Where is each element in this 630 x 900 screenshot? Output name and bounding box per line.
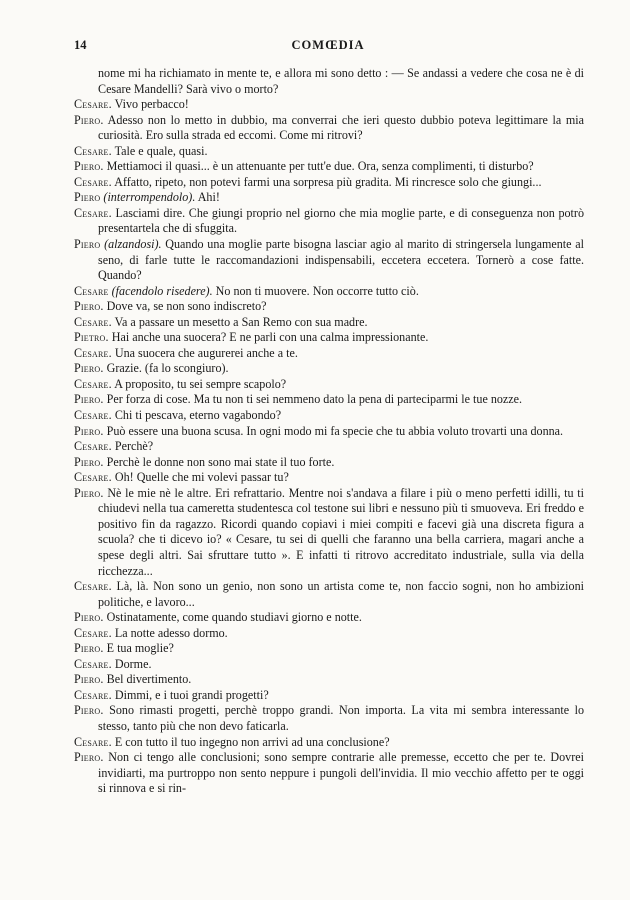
dialogue-line — [74, 284, 584, 300]
speaker-name: Piero. — [74, 703, 104, 718]
speaker-name: Cesare. — [74, 345, 112, 360]
speaker-name: Piero. — [74, 672, 104, 687]
speaker-name: Pietro. — [74, 330, 109, 345]
line-text: Chi ti pescava, eterno vagabondo? — [114, 408, 282, 423]
dialogue-line — [74, 159, 584, 175]
line-text: Oh! Quelle che mi volevi passar tu? — [114, 470, 289, 485]
speaker-name: Cesare. — [74, 408, 112, 423]
dialogue-line — [74, 455, 584, 471]
dialogue-line — [74, 346, 584, 362]
line-text: A proposito, tu sei sempre scapolo? — [114, 376, 287, 391]
dialogue-line — [74, 688, 584, 704]
speaker-name: Piero. — [74, 159, 104, 174]
speaker-name: Cesare. — [74, 97, 112, 112]
dialogue-line — [74, 330, 584, 346]
line-text: Va a passare un mesetto a San Remo con sua madre. — [114, 314, 368, 329]
speaker-name: Piero. — [74, 454, 104, 469]
dialogue-line — [74, 641, 584, 657]
line-text: Ahi! — [197, 190, 220, 205]
speaker-name: Cesare. — [74, 470, 112, 485]
speaker-name: Piero. — [74, 485, 104, 500]
line-text: Hai anche una suocera? E ne parli con una calma impressionante. — [111, 330, 429, 345]
speaker-name: Piero. — [74, 361, 104, 376]
dialogue-line — [74, 175, 584, 191]
stage-direction: (facendolo risedere). — [111, 283, 213, 298]
dialogue-line — [74, 377, 584, 393]
line-text: Nè le mie nè le altre. Eri refrattario. Mentre noi s'andava a filare i più o meno perfetti idilli, tu ti chiudevi nella tua cameretta studentesca col testone sui libri e nessuno più ti smuoveva. Eri freddo e positivo fin da ragazzo. Ricordi quando copiavi i miei compiti e facevi già una discreta figura a scuola? che ti dicevo io? « Cesare, tu sei di quelli che faranno una bella carriera, magari anche a spese degli altri. Sai sfruttare tutto ». E infatti ti ritrovo accreditato industriale, sulla via della ricchezza... — [98, 485, 584, 578]
dialogue-line — [74, 657, 584, 673]
page-number: 14 — [74, 38, 87, 52]
dialogue-line — [74, 703, 584, 734]
dialogue-line — [74, 470, 584, 486]
line-text: Ostinatamente, come quando studiavi giorno e notte. — [106, 610, 362, 625]
line-text: Dimmi, e i tuoi grandi progetti? — [114, 687, 269, 702]
line-text: Sono rimasti progetti, perchè troppo grandi. Non importa. La vita mi sembra interessante lo stesso, tanto più che non devo faticarla. — [98, 703, 585, 733]
speaker-name: Cesare. — [74, 687, 112, 702]
speaker-name: Piero — [74, 237, 101, 252]
line-text: Tale e quale, quasi. — [114, 143, 208, 158]
dialogue-line — [74, 237, 584, 284]
dialogue-line — [74, 735, 584, 751]
speaker-name: Cesare. — [74, 205, 112, 220]
dialogue-line — [74, 610, 584, 626]
line-text: E tua moglie? — [106, 641, 174, 656]
line-text: Una suocera che augurerei anche a te. — [114, 345, 298, 360]
speaker-name: Cesare. — [74, 734, 112, 749]
dialogue-line — [74, 424, 584, 440]
line-text: Dorme. — [114, 656, 152, 671]
dialogue-line — [74, 299, 584, 315]
dialogue-body — [74, 66, 584, 797]
line-text: Dove va, se non sono indiscreto? — [106, 299, 267, 314]
dialogue-line — [74, 97, 584, 113]
stage-direction: (interrompendolo). — [103, 190, 196, 205]
line-text: Adesso non lo metto in dubbio, ma converrai che ieri questo dubbio poteva legittimare la mia curiosità. Ero sulla strada ed eccomi. Come mi ritrovi? — [98, 112, 584, 143]
line-text: Grazie. (fa lo scongiuro). — [106, 361, 229, 376]
page-header — [74, 38, 582, 56]
line-text: Può essere una buona scusa. In ogni modo mi fa specie che tu abbia voluto trovarti una donna. — [106, 423, 564, 438]
line-text: Mettiamoci il quasi... è un attenuante per tutt'e due. Ora, senza complimenti, ti disturbo? — [106, 159, 534, 174]
speaker-name: Piero — [74, 190, 101, 205]
speaker-name: Piero. — [74, 641, 104, 656]
line-text: Per forza di cose. Ma tu non ti sei nemmeno dato la pena di parteciparmi le tue nozze. — [106, 392, 523, 407]
speaker-name: Piero. — [74, 299, 104, 314]
line-text: La notte adesso dormo. — [114, 625, 228, 640]
dialogue-line — [74, 190, 584, 206]
speaker-name: Cesare. — [74, 174, 112, 189]
stage-direction: (alzandosi). — [104, 237, 162, 252]
dialogue-line — [74, 315, 584, 331]
dialogue-line — [74, 408, 584, 424]
dialogue-line — [74, 113, 584, 144]
line-text: Vivo perbacco! — [114, 97, 189, 112]
line-text: Perchè le donne non sono mai state il tuo forte. — [106, 454, 335, 469]
dialogue-line — [74, 66, 584, 97]
speaker-name: Piero. — [74, 423, 104, 438]
speaker-name: Piero. — [74, 750, 104, 765]
dialogue-line — [74, 672, 584, 688]
line-text: Perchè? — [114, 439, 154, 454]
line-text: E con tutto il tuo ingegno non arrivi ad una conclusione? — [114, 734, 390, 749]
line-text: No non ti muovere. Non occorre tutto ciò. — [215, 283, 419, 298]
speaker-name: Cesare. — [74, 625, 112, 640]
dialogue-line — [74, 579, 584, 610]
line-text: Là, là. Non sono un genio, non sono un artista come te, non faccio sogni, non ho ambizioni politiche, e lavoro... — [98, 579, 584, 609]
speaker-name: Cesare. — [74, 376, 112, 391]
line-text: Bel divertimento. — [106, 672, 192, 687]
dialogue-line — [74, 439, 584, 455]
dialogue-line — [74, 392, 584, 408]
line-text: nome mi ha richiamato in mente te, e allora mi sono detto : — Se andassi a vedere che cosa ne è di Cesare Mandelli? Sarà vivo o morto? — [98, 66, 584, 96]
speaker-name: Piero. — [74, 112, 104, 127]
dialogue-line — [74, 750, 584, 797]
speaker-name: Cesare — [74, 283, 109, 298]
speaker-name: Cesare. — [74, 656, 112, 671]
running-title: COMŒDIA — [291, 38, 365, 52]
line-text: Affatto, ripeto, non potevi farmi una sorpresa più gradita. Mi rincresce solo che giungi... — [114, 174, 542, 189]
dialogue-line — [74, 626, 584, 642]
line-text: Lasciami dire. Che giungi proprio nel giorno che mia moglie parte, e di conseguenza non potrò presentartela che di sfuggita. — [98, 205, 584, 236]
dialogue-line — [74, 206, 584, 237]
dialogue-line — [74, 361, 584, 377]
line-text: Quando una moglie parte bisogna lasciar agio al marito di stringersela lungamente al seno, di farle tutte le raccomandazioni indispensabili, eccetera eccetera. Tornerò a cose fatte. Quando? — [98, 237, 584, 283]
speaker-name: Cesare. — [74, 439, 112, 454]
speaker-name: Cesare. — [74, 579, 112, 594]
dialogue-line — [74, 144, 584, 160]
line-text: Non ci tengo alle conclusioni; sono sempre contrarie alle premesse, eccetto che per te. Dovrei invidiarti, ma purtroppo non sento neppure i pungoli dell'invidia. Il mio vecchio affetto per te oggi si rinnova e si rin- — [98, 750, 584, 796]
speaker-name: Piero. — [74, 392, 104, 407]
speaker-name: Cesare. — [74, 143, 112, 158]
speaker-name: Piero. — [74, 610, 104, 625]
dialogue-line — [74, 486, 584, 579]
speaker-name: Cesare. — [74, 314, 112, 329]
